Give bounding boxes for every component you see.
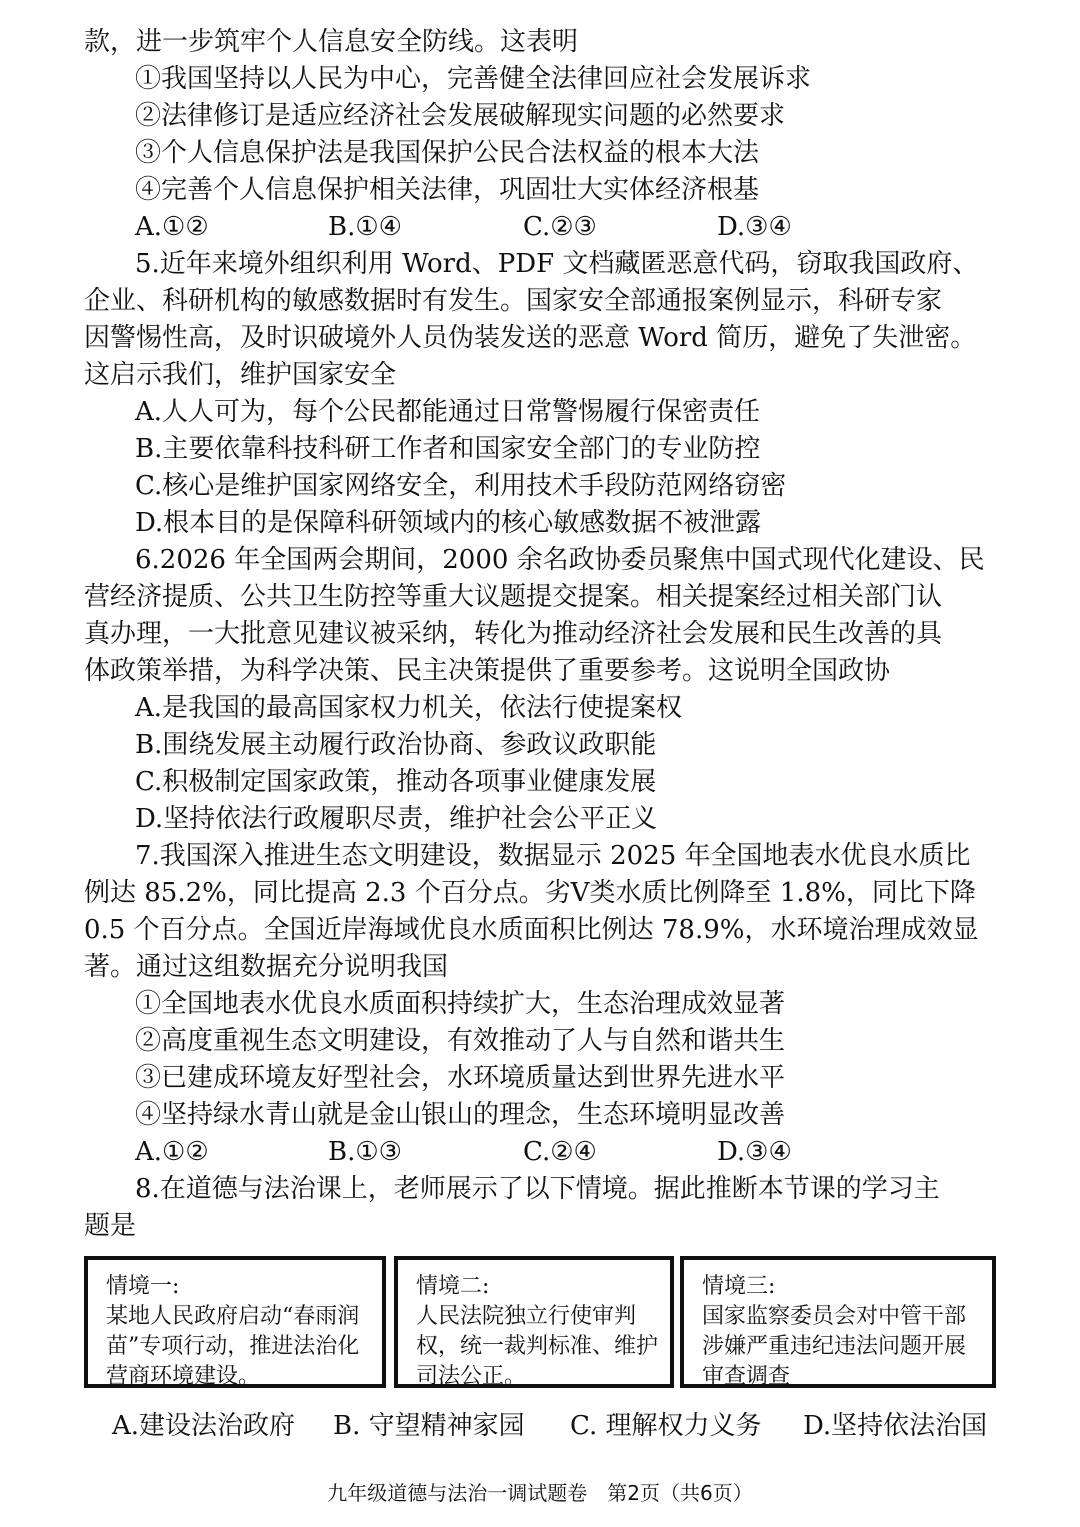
q4-option-d: D.③④ bbox=[717, 212, 792, 242]
q6-option-d: D.坚持依法行政履职尽责，维护社会公平正义 bbox=[135, 804, 658, 834]
q7-item-1: ①全国地表水优良水质面积持续扩大，生态治理成效显著 bbox=[135, 989, 786, 1019]
scenario-boxes bbox=[84, 1256, 996, 1390]
q4-item-3: ③个人信息保护法是我国保护公民合法权益的根本大法 bbox=[135, 138, 760, 168]
q5-stem-line-1: 5.近年来境外组织利用 Word、PDF 文档藏匿恶意代码，窃取我国政府、 bbox=[135, 249, 979, 279]
scenario-1-title: 情境一: bbox=[106, 1274, 180, 1299]
q8-stem-line-2: 题是 bbox=[84, 1211, 137, 1241]
q7-item-4: ④坚持绿水青山就是金山银山的理念，生态环境明显改善 bbox=[135, 1100, 786, 1130]
q4-option-c: C.②③ bbox=[523, 212, 597, 242]
q5-stem-line-2: 企业、科研机构的敏感数据时有发生。国家安全部通报案例显示，科研专家 bbox=[84, 286, 943, 316]
q5-stem-line-4: 这启示我们，维护国家安全 bbox=[84, 360, 397, 390]
q4-stem-end: 款，进一步筑牢个人信息安全防线。这表明 bbox=[84, 27, 579, 57]
q4-option-a: A.①② bbox=[135, 212, 209, 242]
q4-item-1: ①我国坚持以人民为中心，完善健全法律回应社会发展诉求 bbox=[135, 64, 812, 94]
q7-option-a: A.①② bbox=[135, 1137, 209, 1167]
q7-option-d: D.③④ bbox=[717, 1137, 792, 1167]
scenario-1-text: 某地人民政府启动“春雨润苗”专项行动，推进法治化营商环境建设。 bbox=[106, 1304, 360, 1389]
q7-stem-line-2: 例达 85.2%，同比提高 2.3 个百分点。劣Ⅴ类水质比例降至 1.8%，同比下降 bbox=[84, 878, 976, 908]
q8-option-b: B. 守望精神家园 bbox=[333, 1411, 525, 1441]
q7-option-b: B.①③ bbox=[328, 1137, 402, 1167]
q8-stem-line-1: 8.在道德与法治课上，老师展示了以下情境。据此推断本节课的学习主 bbox=[135, 1174, 940, 1204]
q8-option-c: C. 理解权力义务 bbox=[570, 1411, 762, 1441]
q5-stem-line-3: 因警惕性高，及时识破境外人员伪装发送的恶意 Word 简历，避免了失泄密。 bbox=[84, 323, 977, 353]
q7-stem-line-1: 7.我国深入推进生态文明建设，数据显示 2025 年全国地表水优良水质比 bbox=[135, 841, 971, 871]
q7-item-2: ②高度重视生态文明建设，有效推动了人与自然和谐共生 bbox=[135, 1026, 786, 1056]
scenario-box-1 bbox=[84, 1256, 386, 1388]
q6-stem-line-1: 6.2026 年全国两会期间，2000 余名政协委员聚焦中国式现代化建设、民 bbox=[135, 545, 985, 575]
q4-item-2: ②法律修订是适应经济社会发展破解现实问题的必然要求 bbox=[135, 101, 786, 131]
q6-option-b: B.围绕发展主动履行政治协商、参政议政职能 bbox=[135, 730, 657, 760]
q8-option-a: A.建设法治政府 bbox=[112, 1411, 296, 1441]
q5-option-c: C.核心是维护国家网络安全，利用技术手段防范网络窃密 bbox=[135, 471, 787, 501]
q6-option-c: C.积极制定国家政策，推动各项事业健康发展 bbox=[135, 767, 657, 797]
scenario-box-3 bbox=[680, 1256, 996, 1388]
page-footer: 九年级道德与法治一调试题卷 第2页（共6页） bbox=[327, 1481, 753, 1505]
q4-item-4: ④完善个人信息保护相关法律，巩固壮大实体经济根基 bbox=[135, 175, 760, 205]
q6-stem-line-2: 营经济提质、公共卫生防控等重大议题提交提案。相关提案经过相关部门认 bbox=[84, 582, 943, 612]
q4-option-b: B.①④ bbox=[328, 212, 402, 242]
scenario-3-title: 情境三: bbox=[702, 1274, 776, 1299]
scenario-2-text: 人民法院独立行使审判权，统一裁判标准、维护司法公正。 bbox=[416, 1304, 659, 1389]
q7-item-3: ③已建成环境友好型社会，水环境质量达到世界先进水平 bbox=[135, 1063, 786, 1093]
q8-option-d: D.坚持依法治国 bbox=[803, 1411, 988, 1441]
q5-option-d: D.根本目的是保障科研领域内的核心敏感数据不被泄露 bbox=[135, 508, 762, 538]
scenario-box-2 bbox=[394, 1256, 674, 1388]
q7-option-c: C.②④ bbox=[523, 1137, 597, 1167]
scenario-3-text: 国家监察委员会对中管干部涉嫌严重违纪违法问题开展审查调查 bbox=[702, 1304, 967, 1389]
q6-option-a: A.是我国的最高国家权力机关，依法行使提案权 bbox=[135, 693, 683, 723]
q6-stem-line-4: 体政策举措，为科学决策、民主决策提供了重要参考。这说明全国政协 bbox=[84, 656, 891, 686]
q6-stem-line-3: 真办理，一大批意见建议被采纳，转化为推动经济社会发展和民生改善的具 bbox=[84, 619, 943, 649]
scenario-2-title: 情境二: bbox=[416, 1274, 490, 1299]
q7-stem-line-3: 0.5 个百分点。全国近岸海域优良水质面积比例达 78.9%，水环境治理成效显 bbox=[84, 915, 979, 945]
q5-option-b: B.主要依靠科技科研工作者和国家安全部门的专业防控 bbox=[135, 434, 761, 464]
q7-stem-line-4: 著。通过这组数据充分说明我国 bbox=[84, 952, 449, 982]
q5-option-a: A.人人可为，每个公民都能通过日常警惕履行保密责任 bbox=[135, 397, 761, 427]
